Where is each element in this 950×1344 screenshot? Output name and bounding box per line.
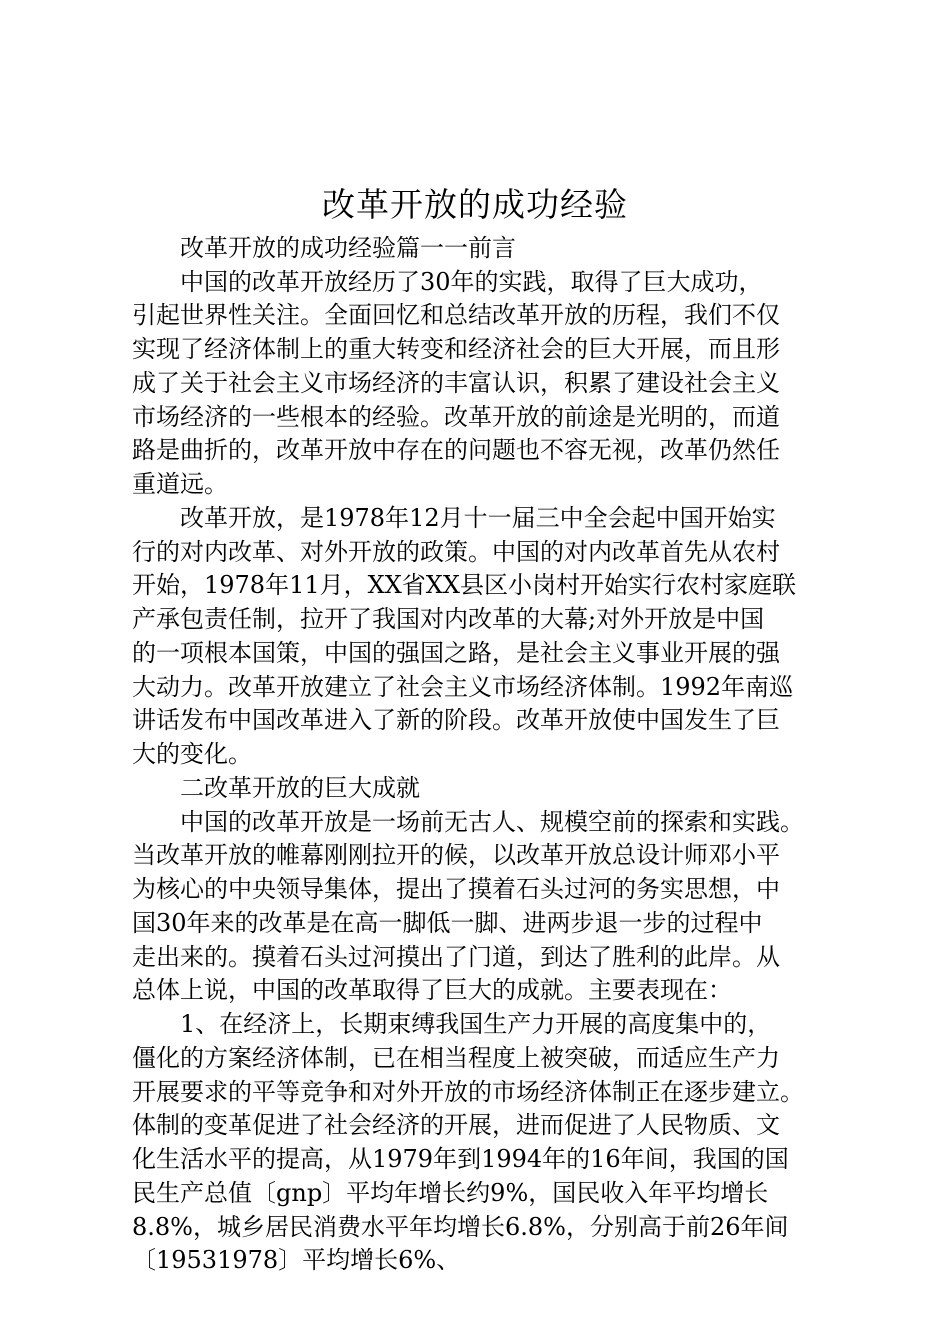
- document-line: 中国的改革开放经历了30年的实践，取得了巨大成功，: [132, 268, 763, 296]
- document-line: 改革开放，是1978年12月十一届三中全会起中国开始实: [132, 504, 776, 532]
- document-line: 改革开放的成功经验篇一一前言: [132, 234, 516, 262]
- document-line: 开展要求的平等竞争和对外开放的市场经济体制正在逐步建立。: [132, 1078, 804, 1106]
- document-line: 走出来的。摸着石头过河摸出了门道，到达了胜利的此岸。从: [132, 943, 780, 971]
- document-line: 实现了经济体制上的重大转变和经济社会的巨大开展，而且形: [132, 335, 780, 363]
- document-line: 成了关于社会主义市场经济的丰富认识，积累了建设社会主义: [132, 369, 780, 397]
- document-line: 大动力。改革开放建立了社会主义市场经济体制。1992年南巡: [132, 673, 794, 701]
- document-title: 改革开放的成功经验: [322, 185, 628, 224]
- document-line: 总体上说，中国的改革取得了巨大的成就。主要表现在：: [132, 976, 732, 1004]
- document-line: 引起世界性关注。全面回忆和总结改革开放的历程，我们不仅: [132, 301, 780, 329]
- document-line: 的一项根本国策，中国的强国之路，是社会主义事业开展的强: [132, 639, 780, 667]
- document-line: 重道远。: [132, 470, 228, 498]
- document-line: 产承包责任制，拉开了我国对内改革的大幕;对外开放是中国: [132, 605, 765, 633]
- document-line: 民生产总值〔gnp〕平均年增长约9%，国民收入年平均增长: [132, 1179, 769, 1207]
- document-line: 路是曲折的，改革开放中存在的问题也不容无视，改革仍然任: [132, 436, 780, 464]
- document-line: 体制的变革促进了社会经济的开展，进而促进了人民物质、文: [132, 1111, 780, 1139]
- document-line: 〔19531978〕平均增长6%、: [132, 1246, 461, 1274]
- document-line: 国30年来的改革是在高一脚低一脚、进两步退一步的过程中: [132, 909, 763, 937]
- document-line: 市场经济的一些根本的经验。改革开放的前途是光明的，而道: [132, 403, 780, 431]
- document-line: 8.8%，城乡居民消费水平年均增长6.8%，分别高于前26年间: [132, 1213, 789, 1241]
- document-line: 二改革开放的巨大成就: [132, 774, 420, 802]
- document-line: 中国的改革开放是一场前无古人、规模空前的探索和实践。: [132, 808, 804, 836]
- document-line: 化生活水平的提高，从1979年到1994年的16年间，我国的国: [132, 1145, 789, 1173]
- document-line: 1、在经济上，长期束缚我国生产力开展的高度集中的，: [132, 1010, 772, 1038]
- document-line: 当改革开放的帷幕刚刚拉开的候，以改革开放总设计师邓小平: [132, 841, 780, 869]
- document-line: 大的变化。: [132, 740, 252, 768]
- document-line: 行的对内改革、对外开放的政策。中国的对内改革首先从农村: [132, 538, 780, 566]
- document-line: 讲话发布中国改革进入了新的阶段。改革开放使中国发生了巨: [132, 706, 780, 734]
- document-line: 僵化的方案经济体制，已在相当程度上被突破，而适应生产力: [132, 1044, 780, 1072]
- document-line: 为核心的中央领导集体，提出了摸着石头过河的务实思想，中: [132, 875, 780, 903]
- document-line: 开始，1978年11月，XX省XX县区小岗村开始实行农村家庭联: [132, 571, 796, 599]
